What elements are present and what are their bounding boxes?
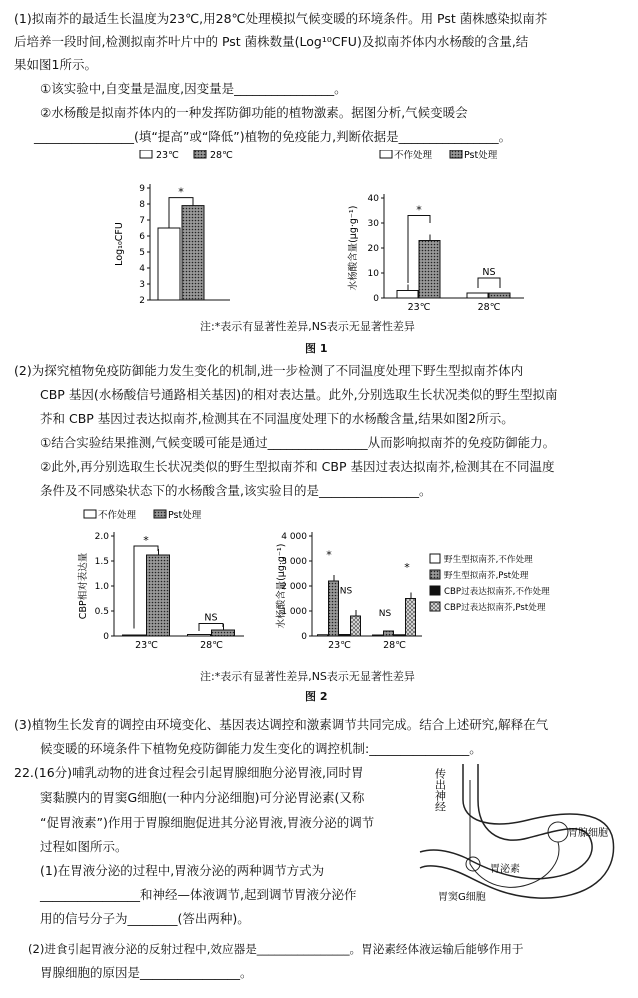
- y-tick-label: 1 000: [281, 607, 307, 617]
- y-tick-label: 8: [139, 200, 145, 210]
- x-tick-label: 23℃: [407, 302, 431, 310]
- y-tick-label: 3: [139, 280, 145, 290]
- fig2-chart-sa: [262, 528, 634, 668]
- sig-label: *: [326, 548, 332, 562]
- y-tick-label: 0: [301, 632, 307, 642]
- fig1-chart-cfu: [110, 150, 270, 310]
- p1-line-6: ________________(填“提高”或“降低”)植物的免疫能力,判断依据是________________。: [34, 129, 512, 144]
- bar: [351, 616, 361, 636]
- legend-label: 不作处理: [98, 510, 137, 521]
- sig-label: *: [143, 534, 149, 547]
- legend-swatch: [430, 554, 440, 563]
- q22-line-8: (2)进食引起胃液分泌的反射过程中,效应器是________________。胃泌素经体液运输后能够作用于: [28, 942, 524, 956]
- p2-line-4: ①结合实验结果推测,气候变暖可能是通过________________从而影响拟南芥的免疫防御能力。: [40, 435, 556, 450]
- bar: [147, 555, 170, 636]
- x-tick-label: 23℃: [328, 640, 351, 651]
- y-tick-label: 0.5: [94, 607, 109, 617]
- y-axis-label: 水杨酸含量(μg·g⁻¹): [348, 205, 359, 291]
- p1-line-5: ②水杨酸是拟南芥体内的一种发挥防御功能的植物激素。据图分析,气候变暖会: [40, 105, 468, 120]
- bar: [489, 293, 510, 298]
- p1-line-3: 果如图1所示。: [14, 57, 97, 72]
- y-tick-label: 2 000: [281, 582, 307, 592]
- fig2-chart-cbp: [70, 508, 250, 668]
- y-tick-label: 10: [367, 269, 379, 279]
- bar: [467, 293, 488, 298]
- sig-label: NS: [378, 609, 392, 619]
- p1-line-1: (1)拟南芥的最适生长温度为23℃,用28℃处理模拟气候变暖的环境条件。用 Pst 菌株感染拟南芥: [14, 11, 548, 26]
- bar: [419, 241, 440, 299]
- legend-swatch: [140, 150, 152, 158]
- fig2-caption: 图 2: [305, 690, 328, 703]
- q22-line-7: 用的信号分子为________(答出两种)。: [40, 911, 250, 926]
- q22-line-9: 胃腺细胞的原因是________________。: [40, 965, 253, 980]
- p1-line-4: ①该实验中,自变量是温度,因变量是________________。: [40, 81, 347, 96]
- legend-label: 23℃: [156, 150, 179, 161]
- p3-line-1: (3)植物生长发育的调控由环境变化、基因表达调控和激素调节共同完成。结合上述研究,解释在气: [14, 717, 549, 732]
- bar: [340, 635, 350, 637]
- q22-line-5: (1)在胃液分泌的过程中,胃液分泌的两种调节方式为: [40, 863, 325, 878]
- sig-label: *: [178, 185, 184, 199]
- p1-line-2: 后培养一段时间,检测拟南芥叶片中的 Pst 菌株数量(Log¹⁰CFU)及拟南芥体内水杨酸的含量,结: [14, 34, 529, 49]
- p2-line-2: CBP 基因(水杨酸信号通路相关基因)的相对表达量。此外,分别选取生长状况类似的野生型拟南: [40, 387, 558, 402]
- bar: [182, 206, 204, 300]
- legend-label: CBP过表达拟南芥,Pst处理: [444, 603, 546, 613]
- p3-line-2: 候变暖的环境条件下植物免疫防御能力发生变化的调控机制:________________。: [40, 741, 482, 756]
- y-axis-label: 水杨酸含量(μg·g⁻¹): [276, 543, 287, 629]
- bar: [384, 631, 394, 636]
- q22-line-3: “促胃液素”)作用于胃腺细胞促进其分泌胃液,胃液分泌的调节: [40, 815, 375, 830]
- y-tick-label: 4: [139, 264, 145, 274]
- legend-swatch: [194, 150, 206, 158]
- bar: [406, 599, 416, 637]
- fig1-chart-sa: [340, 150, 540, 310]
- y-tick-label: 7: [139, 216, 145, 226]
- y-axis-label: CBP相对表达量: [78, 552, 89, 620]
- y-tick-label: 30: [367, 219, 379, 229]
- bar: [123, 635, 146, 636]
- y-tick-label: 6: [139, 232, 145, 242]
- y-tick-label: 4 000: [281, 532, 307, 542]
- p2-line-6: 条件及不同感染状态下的水杨酸含量,该实验目的是________________。: [40, 483, 432, 498]
- legend-swatch: [154, 510, 166, 518]
- bar: [373, 635, 383, 636]
- sig-label: NS: [339, 586, 353, 597]
- fig2-note: 注:*表示有显著性差异,NS表示无显著性差异: [200, 670, 415, 683]
- bar: [318, 635, 328, 636]
- sig-bracket: [478, 278, 500, 288]
- sig-label: NS: [204, 612, 218, 624]
- legend-swatch: [380, 150, 392, 158]
- y-tick-label: 40: [367, 194, 379, 204]
- y-tick-label: 2: [139, 296, 145, 306]
- sig-label: *: [416, 203, 422, 217]
- fig1-note: 注:*表示有显著性差异,NS表示无显著性差异: [200, 320, 415, 333]
- legend-label: Pst处理: [168, 510, 202, 521]
- y-tick-label: 3 000: [281, 557, 307, 567]
- y-tick-label: 0: [103, 632, 109, 642]
- y-tick-label: 0: [373, 294, 379, 304]
- bar: [212, 630, 235, 636]
- sig-label: *: [404, 561, 410, 574]
- legend-label: 28℃: [210, 150, 233, 161]
- y-tick-label: 9: [139, 184, 145, 194]
- bar: [397, 291, 418, 299]
- legend-label: Pst处理: [464, 150, 498, 161]
- gcell-label: 胃窦G细胞: [438, 892, 486, 903]
- legend-label: 不作处理: [394, 150, 433, 161]
- y-tick-label: 20: [367, 244, 379, 254]
- legend-label: 野生型拟南芥,Pst处理: [444, 571, 529, 581]
- sig-label: NS: [482, 267, 496, 278]
- y-tick-label: 2.0: [94, 532, 109, 542]
- legend-label: CBP过表达拟南芥,不作处理: [444, 587, 550, 597]
- bar: [188, 635, 211, 637]
- x-tick-label: 28℃: [477, 302, 501, 310]
- x-tick-label: 28℃: [200, 640, 223, 651]
- bar: [395, 635, 405, 636]
- legend-label: 野生型拟南芥,不作处理: [444, 555, 533, 565]
- q22-line-1: 22.(16分)哺乳动物的进食过程会引起胃腺细胞分泌胃液,同时胃: [14, 765, 364, 780]
- nerve-label: 传出神经: [433, 768, 447, 812]
- q22-line-6: ________________和神经—体液调节,起到调节胃液分泌作: [40, 887, 357, 902]
- gastrin-label: 胃泌素: [490, 864, 520, 875]
- x-tick-label: 23℃: [135, 640, 158, 651]
- x-tick-label: 28℃: [383, 640, 406, 651]
- p2-line-3: 芥和 CBP 基因过表达拟南芥,检测其在不同温度处理下的水杨酸含量,结果如图2所示。: [40, 411, 514, 426]
- stomach-diagram: [418, 760, 628, 920]
- p2-line-5: ②此外,再分别选取生长状况类似的野生型拟南芥和 CBP 基因过表达拟南芥,检测其在不同温度: [40, 459, 555, 474]
- fig1-caption: 图 1: [305, 342, 328, 355]
- q22-line-2: 窦黏膜内的胃窦G细胞(一种内分泌细胞)可分泌胃泌素(又称: [40, 790, 365, 805]
- legend-swatch: [430, 570, 440, 579]
- y-axis-label: Log₁₀CFU: [114, 222, 125, 266]
- legend-swatch: [430, 586, 440, 595]
- y-tick-label: 5: [139, 248, 145, 258]
- q22-line-4: 过程如图所示。: [40, 839, 128, 854]
- bar: [329, 581, 339, 636]
- legend-swatch: [430, 602, 440, 611]
- p2-line-1: (2)为探究植物免疫防御能力发生变化的机制,进一步检测了不同温度处理下野生型拟南芥体内: [14, 363, 524, 378]
- legend-swatch: [84, 510, 96, 518]
- y-tick-label: 1.0: [94, 582, 109, 592]
- bar: [158, 228, 180, 300]
- y-tick-label: 1.5: [94, 557, 109, 567]
- legend-swatch: [450, 150, 462, 158]
- gland-label: 胃腺细胞: [568, 828, 608, 839]
